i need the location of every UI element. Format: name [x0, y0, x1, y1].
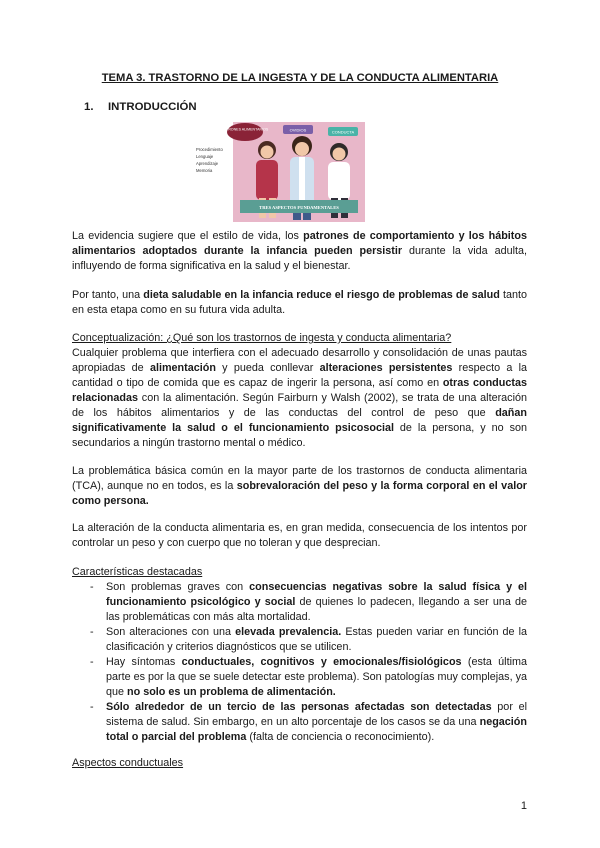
- figure-list-item: Aprendizaje: [196, 161, 219, 166]
- bold-text: otras conductas relacionadas: [72, 377, 527, 404]
- section-title: INTRODUCCIÓN: [108, 101, 197, 113]
- text: Hay síntomas: [106, 656, 182, 668]
- paragraph-4: [72, 464, 527, 509]
- text: La problemática básica común en la mayor parte de los trastornos de conducta alimentaria (TCA), aunque no en todos, es la: [72, 465, 527, 492]
- text: con la alimentación. Según Fairburn y Walsh (2002), se trata de una alteración de los hábitos alimentarios y de las conductas del control de peso que: [72, 392, 527, 419]
- list-item: [72, 700, 527, 745]
- text: por el sistema de salud. Sin embargo, en un alto porcentaje de los casos se da una: [106, 701, 527, 728]
- text: Son alteraciones con una: [106, 626, 236, 638]
- figure-list-item: Lenguaje: [196, 154, 214, 159]
- bold-text: negación total o parcial del problema: [106, 716, 527, 743]
- bubble-mid-text: OVIDIOS: [289, 127, 307, 133]
- text: La alteración de la conducta alimentaria es, en gran medida, consecuencia de los intentos por controlar un peso y con cuerpo que no toleran y que desprecian.: [72, 522, 527, 549]
- section-heading: [84, 101, 197, 113]
- bold-text: elevada prevalencia.: [235, 626, 342, 638]
- paragraph-5: [72, 521, 527, 551]
- intro-illustration: [195, 122, 365, 222]
- bubble-left-text: PATRONES ALIMENTARIOS: [221, 127, 269, 132]
- text: respecto a la cantidad o tipo de comida que es capaz de ingerir la persona, así como en: [72, 362, 527, 389]
- behavior-heading-text: Aspectos conductuales: [72, 757, 184, 769]
- figure-banner-text: TRES ASPECTOS FUNDAMENTALES: [259, 205, 339, 210]
- speech-bubble-left: [227, 123, 263, 141]
- document-title: TEMA 3. TRASTORNO DE LA INGESTA Y DE LA CONDUCTA ALIMENTARIA: [101, 72, 499, 84]
- text: durante la vida adulta, influyendo de forma significativa en la salud y el bienestar.: [72, 245, 527, 272]
- text: y pueda conllevar: [215, 362, 320, 374]
- text: (esta última parte es por la que se suele detectar este problema). Son patologías muy complejas, ya que: [106, 656, 527, 698]
- figure-list-item: Memoria: [196, 168, 213, 173]
- features-section: [72, 565, 527, 745]
- section-number: 1.: [84, 101, 94, 113]
- text: Cualquier problema que interfiera con el adecuado desarrollo y consolidación de unas pautas apropiadas de: [72, 347, 527, 374]
- bold-text: consecuencias negativas sobre la salud física y el funcionamiento psicológico y social: [106, 581, 528, 608]
- bold-text: alimentación: [149, 362, 216, 374]
- page-number: 1: [520, 800, 527, 812]
- bold-text: alteraciones persistentes: [319, 362, 453, 374]
- text: de quienes lo padecen, llegando a ser una de las problemáticas con más alta mortalidad.: [106, 596, 527, 623]
- concept-heading-text: Conceptualización: ¿Qué son los trastornos de ingesta y conducta alimentaria?: [72, 332, 452, 344]
- behavior-heading: [72, 756, 527, 771]
- bold-text: sobrevaloración del peso y la forma corporal en el valor como persona.: [72, 480, 527, 507]
- list-item: [72, 625, 527, 655]
- bold-text: conductuales, cognitivos y emocionales/fisiológicos: [181, 656, 462, 668]
- paragraph-2: [72, 288, 527, 318]
- text: (falta de conciencia o reconocimiento).: [246, 731, 435, 743]
- text: Por tanto, una: [72, 289, 144, 301]
- text: tanto en esta etapa como en su futura vida adulta.: [72, 289, 528, 316]
- bold-text: dañan significativamente la salud o el funcionamiento psicosocial: [72, 407, 527, 434]
- paragraph-3: [72, 346, 527, 451]
- features-heading: Características destacadas: [72, 566, 203, 578]
- list-item: [72, 655, 527, 700]
- concept-heading: [72, 331, 527, 346]
- text: La evidencia sugiere que el estilo de vida, los: [72, 230, 304, 242]
- paragraph-1: [72, 229, 527, 274]
- features-list: [72, 580, 527, 745]
- text: Estas pueden variar en función de la clasificación y criterios diagnósticos que se utilicen.: [106, 626, 527, 653]
- bold-text: patrones de comportamiento y los hábitos alimentarios adoptados durante la infancia pueden persistir: [72, 230, 527, 257]
- text: de la persona, y no son secundarios a ningún trastorno mental o médico.: [72, 422, 527, 449]
- text: Son problemas graves con: [106, 581, 250, 593]
- bold-text: dieta saludable en la infancia reduce el riesgo de problemas de salud: [143, 289, 500, 301]
- figure-list-item: Procedimiento: [196, 147, 223, 152]
- bold-text: Sólo alrededor de un tercio de las personas afectadas son detectadas: [106, 701, 492, 713]
- bold-text: no solo es un problema de alimentación.: [127, 686, 336, 698]
- list-item: [72, 580, 527, 625]
- bubble-right-text: CONDUCTA: [331, 129, 355, 135]
